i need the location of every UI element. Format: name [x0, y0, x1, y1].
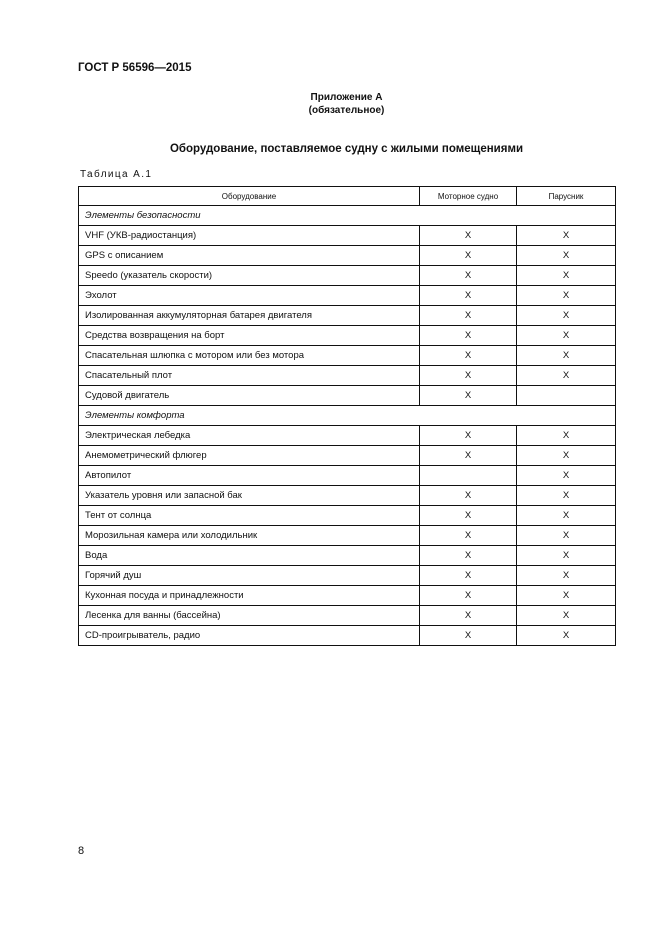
- motor-vessel-mark: X: [420, 586, 517, 606]
- equipment-name: Спасательная шлюпка с мотором или без мотора: [79, 346, 420, 366]
- table-row: [79, 506, 616, 526]
- equipment-name: CD-проигрыватель, радио: [79, 626, 420, 646]
- column-header-motor-vessel: Моторное судно: [420, 187, 517, 206]
- table-row: [79, 446, 616, 466]
- equipment-name: Указатель уровня или запасной бак: [79, 486, 420, 506]
- table-caption: Таблица А.1: [80, 169, 153, 180]
- motor-vessel-mark: X: [420, 306, 517, 326]
- table-row: [79, 606, 616, 626]
- equipment-name: Вода: [79, 546, 420, 566]
- table-row: [79, 326, 616, 346]
- column-header-equipment: Оборудование: [79, 187, 420, 206]
- sailboat-mark: [517, 386, 616, 406]
- equipment-name: Судовой двигатель: [79, 386, 420, 406]
- motor-vessel-mark: X: [420, 366, 517, 386]
- group-title: Элементы безопасности: [79, 206, 616, 226]
- table-row: [79, 466, 616, 486]
- table-row: [79, 426, 616, 446]
- document-code: ГОСТ Р 56596—2015: [78, 62, 192, 74]
- equipment-name: VHF (УКВ-радиостанция): [79, 226, 420, 246]
- page-number: 8: [78, 845, 85, 857]
- appendix-status: (обязательное): [308, 105, 385, 116]
- table-row: [79, 246, 616, 266]
- sailboat-mark: X: [517, 246, 616, 266]
- equipment-name: Лесенка для ванны (бассейна): [79, 606, 420, 626]
- equipment-name: Анемометрический флюгер: [79, 446, 420, 466]
- appendix-heading: [0, 91, 661, 117]
- equipment-name: Изолированная аккумуляторная батарея двигателя: [79, 306, 420, 326]
- equipment-name: Спасательный плот: [79, 366, 420, 386]
- equipment-name: Автопилот: [79, 466, 420, 486]
- table-body: [79, 206, 616, 646]
- equipment-name: Speedo (указатель скорости): [79, 266, 420, 286]
- motor-vessel-mark: X: [420, 286, 517, 306]
- sailboat-mark: X: [517, 566, 616, 586]
- motor-vessel-mark: X: [420, 246, 517, 266]
- motor-vessel-mark: X: [420, 486, 517, 506]
- table-row: [79, 366, 616, 386]
- equipment-name: Средства возвращения на борт: [79, 326, 420, 346]
- sailboat-mark: X: [517, 266, 616, 286]
- sailboat-mark: X: [517, 606, 616, 626]
- appendix-title: Приложение А: [310, 92, 383, 103]
- table-row: [79, 266, 616, 286]
- group-row: [79, 206, 616, 226]
- motor-vessel-mark: X: [420, 326, 517, 346]
- motor-vessel-mark: X: [420, 266, 517, 286]
- motor-vessel-mark: X: [420, 546, 517, 566]
- motor-vessel-mark: X: [420, 626, 517, 646]
- group-title: Элементы комфорта: [79, 406, 616, 426]
- sailboat-mark: X: [517, 626, 616, 646]
- motor-vessel-mark: X: [420, 526, 517, 546]
- equipment-name: Тент от солнца: [79, 506, 420, 526]
- table-header-row: [79, 187, 616, 206]
- sailboat-mark: X: [517, 466, 616, 486]
- table-row: [79, 306, 616, 326]
- table-row: [79, 346, 616, 366]
- table-row: [79, 586, 616, 606]
- sailboat-mark: X: [517, 446, 616, 466]
- motor-vessel-mark: X: [420, 346, 517, 366]
- table-row: [79, 486, 616, 506]
- sailboat-mark: X: [517, 306, 616, 326]
- motor-vessel-mark: X: [420, 606, 517, 626]
- motor-vessel-mark: X: [420, 386, 517, 406]
- sailboat-mark: X: [517, 506, 616, 526]
- motor-vessel-mark: [420, 466, 517, 486]
- sailboat-mark: X: [517, 326, 616, 346]
- table-row: [79, 566, 616, 586]
- table-row: [79, 386, 616, 406]
- equipment-name: GPS с описанием: [79, 246, 420, 266]
- sailboat-mark: X: [517, 526, 616, 546]
- table-row: [79, 526, 616, 546]
- sailboat-mark: X: [517, 346, 616, 366]
- equipment-name: Морозильная камера или холодильник: [79, 526, 420, 546]
- sailboat-mark: X: [517, 226, 616, 246]
- motor-vessel-mark: X: [420, 426, 517, 446]
- sailboat-mark: X: [517, 426, 616, 446]
- motor-vessel-mark: X: [420, 566, 517, 586]
- sailboat-mark: X: [517, 546, 616, 566]
- section-title: Оборудование, поставляемое судну с жилыми помещениями: [169, 143, 524, 155]
- motor-vessel-mark: X: [420, 446, 517, 466]
- table-row: [79, 546, 616, 566]
- equipment-name: Электрическая лебедка: [79, 426, 420, 446]
- sailboat-mark: X: [517, 366, 616, 386]
- sailboat-mark: X: [517, 586, 616, 606]
- equipment-name: Кухонная посуда и принадлежности: [79, 586, 420, 606]
- equipment-name: Эхолот: [79, 286, 420, 306]
- equipment-table: [78, 186, 616, 646]
- motor-vessel-mark: X: [420, 506, 517, 526]
- table-row: [79, 286, 616, 306]
- column-header-sailboat: Парусник: [517, 187, 616, 206]
- sailboat-mark: X: [517, 486, 616, 506]
- table-row: [79, 626, 616, 646]
- table-row: [79, 226, 616, 246]
- group-row: [79, 406, 616, 426]
- sailboat-mark: X: [517, 286, 616, 306]
- equipment-name: Горячий душ: [79, 566, 420, 586]
- motor-vessel-mark: X: [420, 226, 517, 246]
